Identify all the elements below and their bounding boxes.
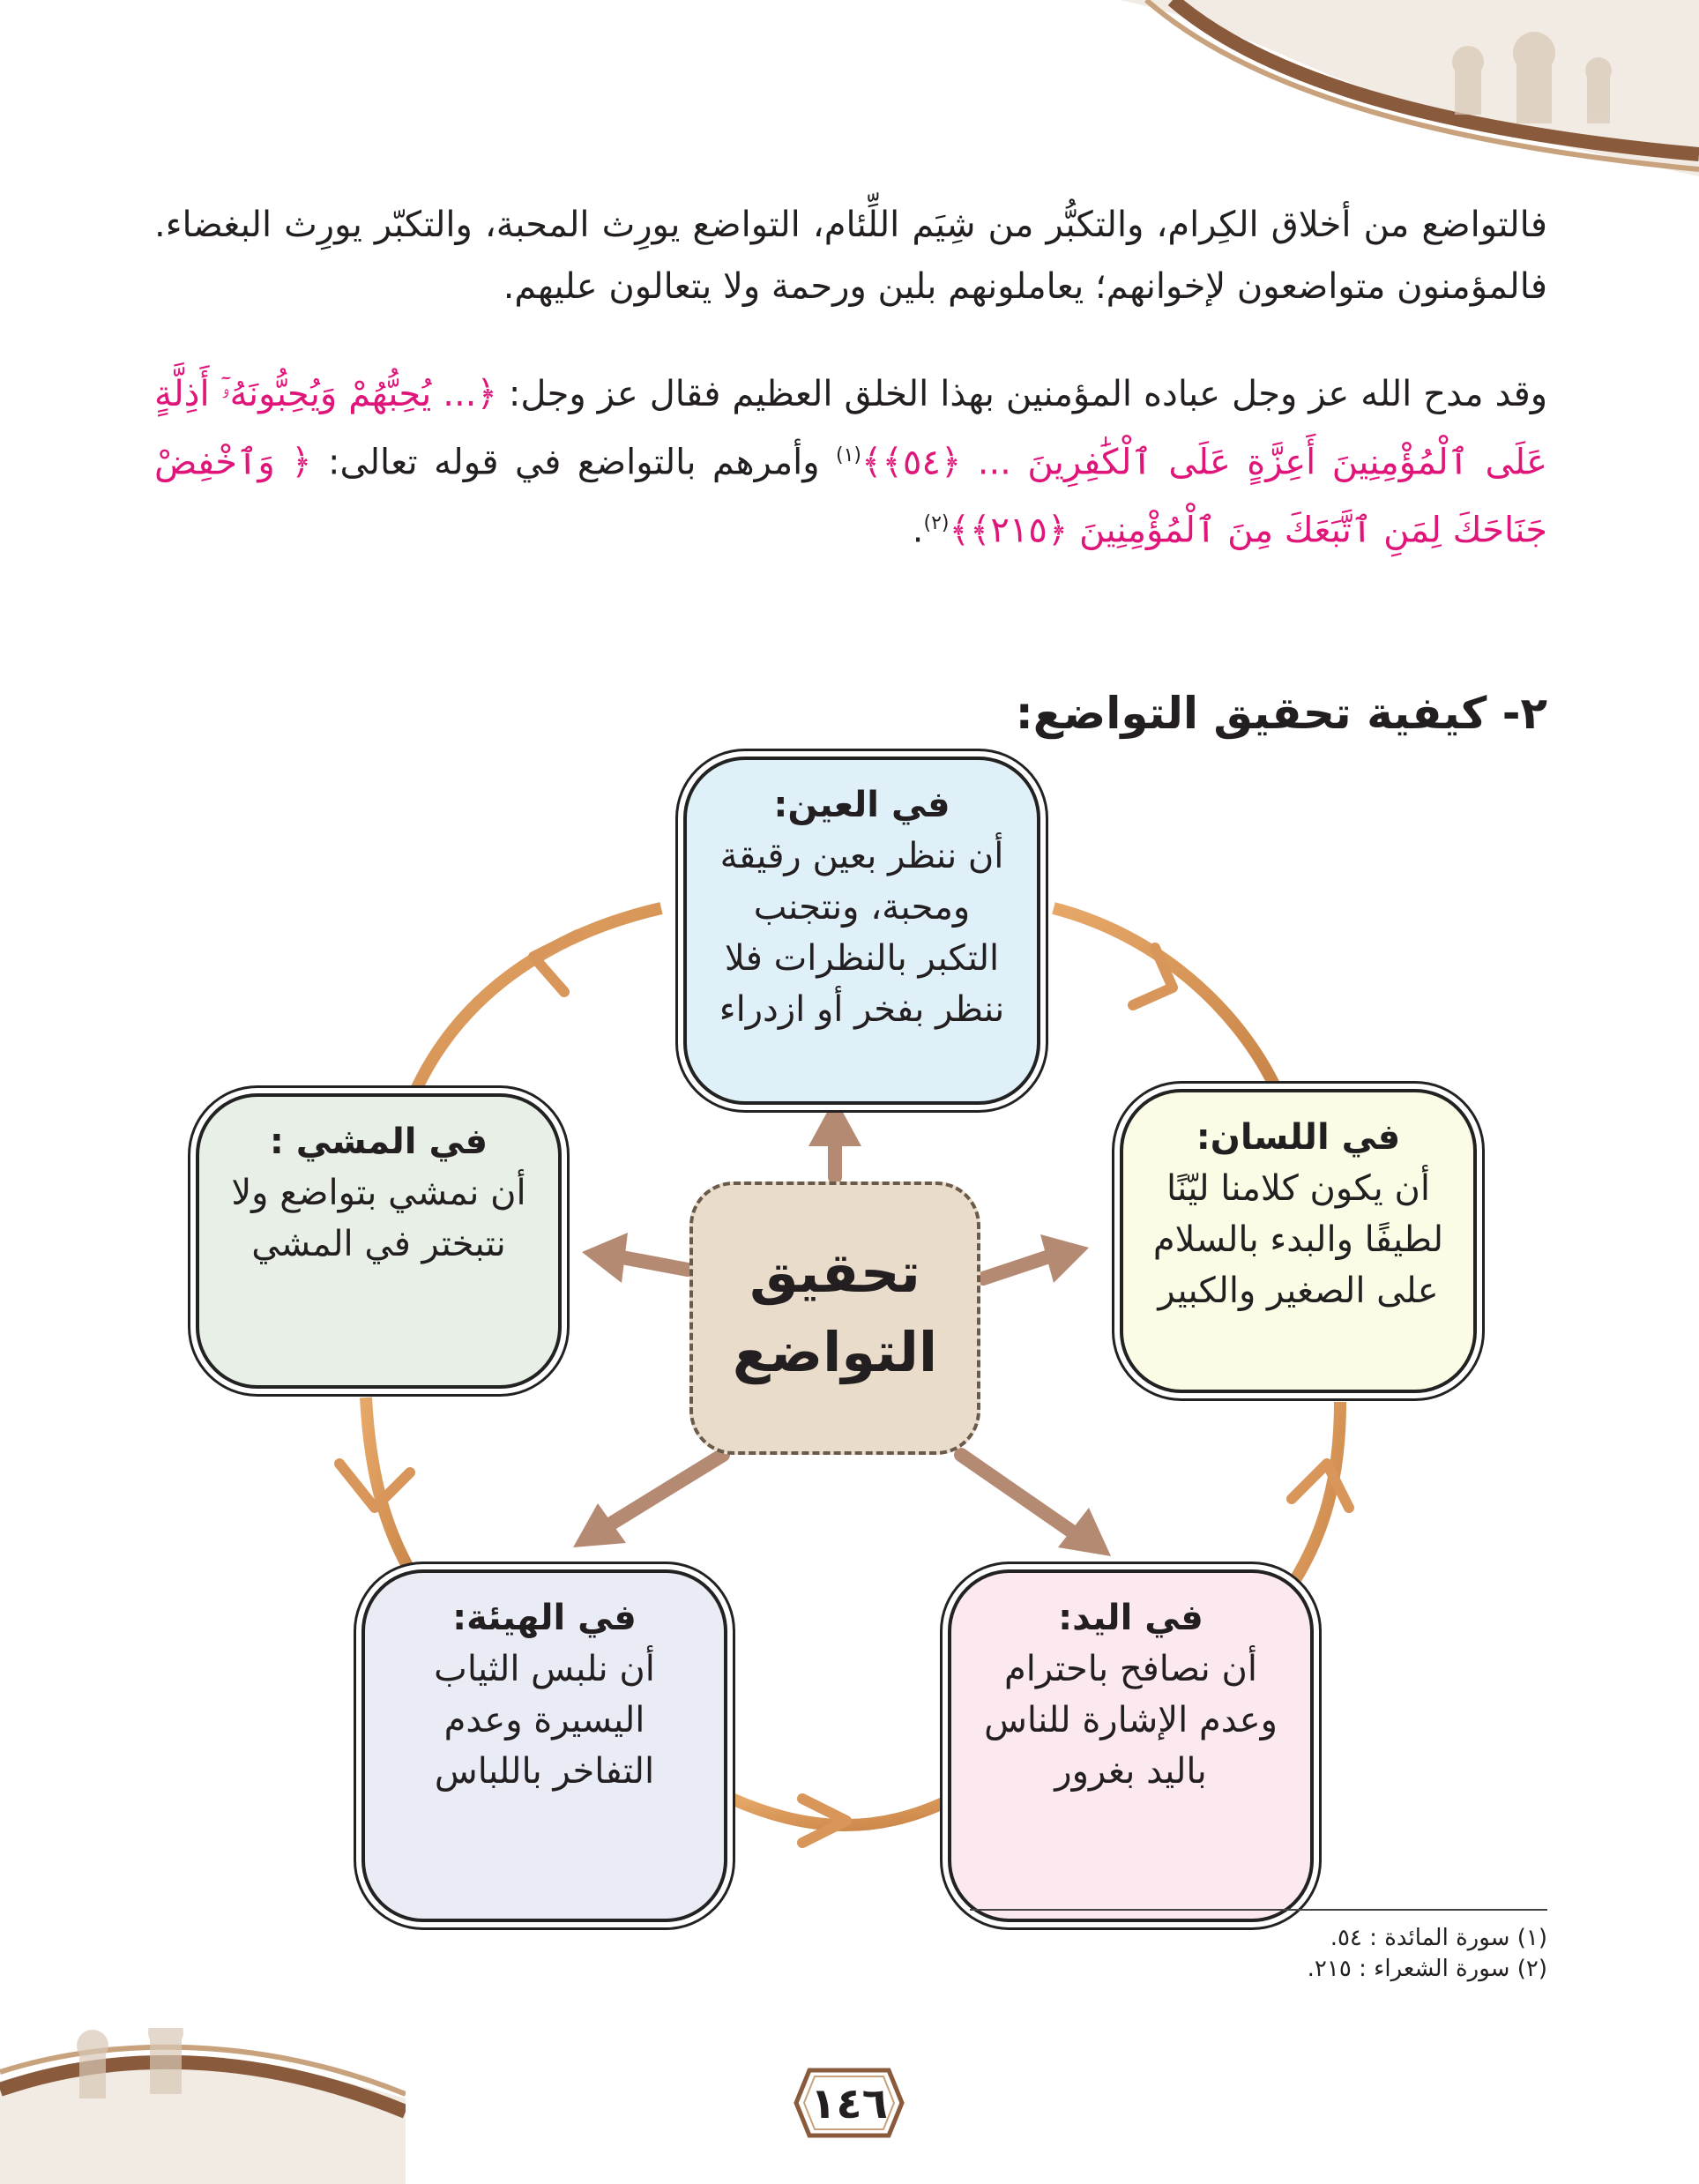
center-line2: التواضع <box>732 1320 938 1384</box>
footnote-2: (٢) سورة الشعراء : ٢١٥. <box>1307 1956 1547 1982</box>
paragraph-humility-intro: فالتواضع من أخلاق الكِرام، والتكبُّر من شِيَم اللِّئام، التواضع يورِث المحبة، والتكبّر يورِث البغضاء. فالمؤمنون متواضعون لإخوانهم؛ يعاملونهم بلين ورحمة ولا يتعالون عليهم. <box>154 205 1547 307</box>
center-box <box>689 1181 980 1455</box>
quran-verse-maidah: ﴿... يُحِبُّهُمْ وَيُحِبُّونَهُۥٓ أَذِلَّةٍ عَلَى ٱلْمُؤْمِنِينَ أَعِزَّةٍ عَلَى ٱلْكَٰفِرِينَ ... ﴿٥٤﴾﴾ <box>154 374 1548 483</box>
para-end: . <box>912 510 924 551</box>
para-intro-text: وقد مدح الله عز وجل عباده المؤمنين بهذا الخلق العظيم فقال عز وجل: <box>496 374 1548 414</box>
box-hand-body: أن نصافح باحترام وعدم الإشارة للناس باليد بغرور <box>984 1649 1278 1792</box>
box-tongue-title: في اللسان: <box>1196 1117 1401 1158</box>
quran-verse-shuara: ﴿ وَٱخْفِضْ جَنَاحَكَ لِمَنِ ٱتَّبَعَكَ مِنَ ٱلْمُؤْمِنِينَ ﴿٢١٥﴾﴾ <box>154 442 1547 551</box>
box-walk <box>196 1093 562 1389</box>
top-decoration <box>1120 0 1699 176</box>
paragraph-quran-praise <box>154 363 1547 562</box>
box-eye <box>683 757 1040 1105</box>
bottom-decoration <box>0 2028 406 2184</box>
box-walk-body: أن نمشي بتواضع ولا نتبختر في المشي <box>231 1173 526 1264</box>
box-tongue-body: أن يكون كلامنا ليّنًا لطيفًا والبدء بالسلام على الصغير والكبير <box>1152 1168 1444 1311</box>
box-eye-body: أن ننظر بعين رقيقة ومحبة، ونتجنب التكبر بالنظرات فلا ننظر بفخر أو ازدراء <box>719 836 1005 1030</box>
box-walk-title: في المشي : <box>269 1122 488 1162</box>
para-mid-text: وأمرهم بالتواضع في قوله تعالى: <box>311 442 836 483</box>
box-hand <box>948 1569 1314 1922</box>
box-appearance-body: أن نلبس الثياب اليسيرة وعدم التفاخر باللباس <box>434 1649 655 1792</box>
section-heading: ٢- كيفية تحقيق التواضع: <box>1015 688 1547 739</box>
center-line1: تحقيق <box>749 1241 920 1305</box>
footnote-ref-1[interactable]: (١) <box>836 444 862 466</box>
footnote-divider <box>970 1909 1547 1911</box>
box-eye-title: في العين: <box>773 785 950 825</box>
footnote-ref-2[interactable]: (٢) <box>923 512 950 535</box>
box-appearance-title: في الهيئة: <box>452 1598 637 1638</box>
page-number-badge <box>792 2063 906 2143</box>
page-number: ١٤٦ <box>810 2079 888 2128</box>
footnote-1: (١) سورة المائدة : ٥٤. <box>1330 1925 1547 1951</box>
box-appearance <box>361 1569 727 1922</box>
box-tongue <box>1120 1089 1477 1393</box>
box-hand-title: في اليد: <box>1058 1598 1203 1638</box>
